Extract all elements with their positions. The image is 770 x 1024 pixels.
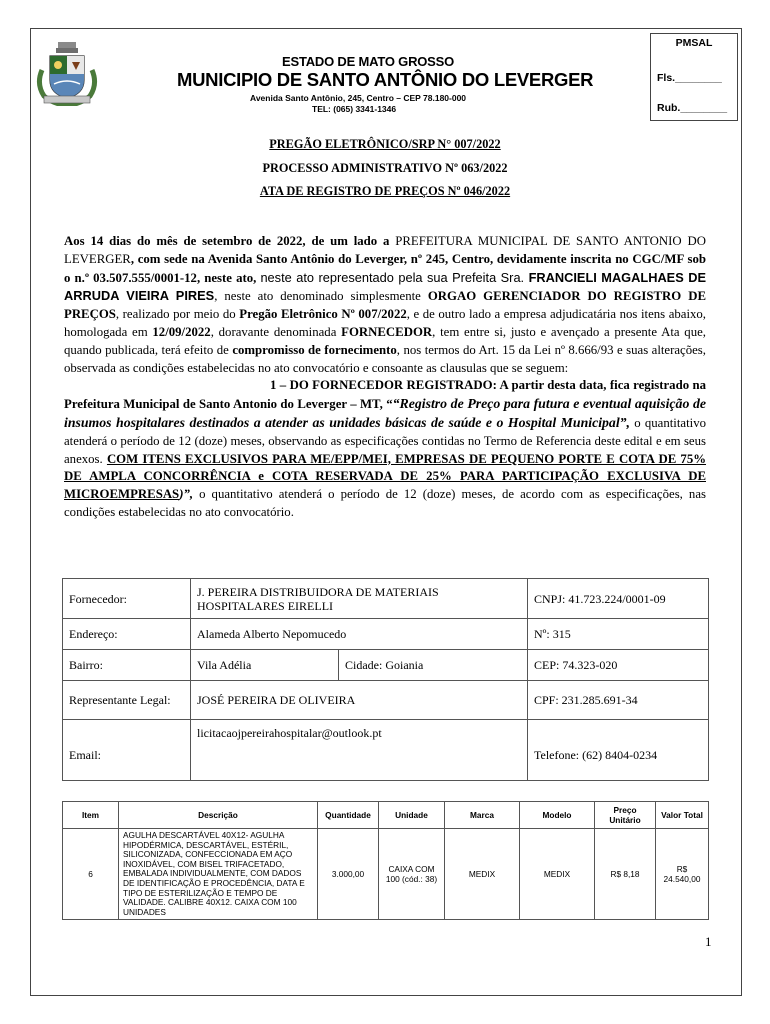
representante-label: Representante Legal:	[63, 681, 191, 720]
endereco-label: Endereço:	[63, 619, 191, 650]
header-unidade: Unidade	[379, 802, 445, 829]
bairro-label: Bairro:	[63, 650, 191, 681]
header-state: ESTADO DE MATO GROSSO	[282, 54, 455, 69]
cep-value: CEP: 74.323-020	[528, 650, 709, 681]
header-address: Avenida Santo Antônio, 245, Centro – CEP 78.180-000	[250, 93, 467, 103]
endereco-value: Alameda Alberto Nepomucedo	[191, 619, 528, 650]
table-header-row	[63, 802, 709, 829]
header-item: Item	[63, 802, 119, 829]
representante-value: JOSÉ PEREIRA DE OLIVEIRA	[191, 681, 528, 720]
clause-1-paragraph: 1 – DO FORNECEDOR REGISTRADO: A partir desta data, fica registrado na Prefeitura Municipal de Santo Antonio do Leverger – MT, ““Registro de Preço para futura e eventual aquisição de insumos hospitalares destinados a atender as unidades básicas de saúde e o Hospital Municipal”, o quantitativo atenderá o período de 12 (doze) meses, observando as especificações contidas no Termo de Referencia deste edital e em seus anexos. COM ITENS EXCLUSIVOS PARA ME/EPP/MEI, EMPRESAS DE PEQUENO PORTE E COTA DE 75% DE AMPLA CONCORRÊNCIA e COTA RESERVADA DE 25% PARA PARTICIPAÇÃO EXCLUSIVA DE MICROEMPRESAS)”, o quantitativo atenderá o período de 12 (doze) meses, de acordo com as especificações, nas condições estabelecidas no ato convocatório.	[64, 378, 707, 519]
cell-item: 6	[63, 829, 119, 920]
intro-paragraph: Aos 14 dias do mês de setembro de 2022, de um lado a PREFEITURA MUNICIPAL DE SANTO ANTONIO DO LEVERGER, com sede na Avenida Santo Antônio do Leverger, nº 245, Centro, devidamente inscrita no CGC/MF sob o n.º 03.507.555/0001-12, neste ato, neste ato representado pela sua Prefeita Sra. FRANCIELI MAGALHAES DE ARRUDA VIEIRA PIRES, neste ato denominado simplesmente ORGAO GERENCIADOR DO REGISTRO DE PREÇOS, realizado por meio do Pregão Eletrônico Nº 007/2022, e de outro lado a empresa adjudicatária nos itens abaixo, homologada em 12/09/2022, doravante denominada FORNECEDOR, tem entre si, justo e avençado a presente Ata que, quando publicada, terá efeito de compromisso de fornecimento, nos termos do Art. 15 da Lei nº 8.666/93 e suas alterações, observada as condições estabelecidas no ato convocatório e consoante as clausulas que se seguem:	[64, 234, 707, 375]
stamp-rub: Rub.________	[657, 102, 728, 114]
header-modelo: Modelo	[520, 802, 595, 829]
cpf-value: CPF: 231.285.691-34	[528, 681, 709, 720]
email-value: licitacaojpereirahospitalar@outlook.pt	[191, 720, 528, 781]
title-ata: ATA DE REGISTRO DE PREÇOS Nº 046/2022	[259, 184, 511, 198]
cnpj-value: CNPJ: 41.723.224/0001-09	[528, 579, 709, 619]
header-phone: TEL: (065) 3341-1346	[312, 104, 397, 114]
cell-unidade: CAIXA COM 100 (cód.: 38)	[379, 829, 445, 920]
telefone-value: Telefone: (62) 8404-0234	[528, 720, 709, 781]
header-valor-total: Valor Total	[656, 802, 709, 829]
bairro-value: Vila Adélia	[191, 650, 339, 681]
table-row	[63, 650, 709, 681]
email-label: Email:	[63, 720, 191, 781]
cidade-value: Cidade: Goiania	[339, 650, 528, 681]
header-quantidade: Quantidade	[318, 802, 379, 829]
table-row	[63, 619, 709, 650]
document-body	[64, 233, 706, 522]
table-row	[63, 681, 709, 720]
header-marca: Marca	[445, 802, 520, 829]
title-pregao: PREGÃO ELETRÔNICO/SRP N° 007/2022	[269, 137, 501, 151]
header-municipality: MUNICIPIO DE SANTO ANTÔNIO DO LEVERGER	[177, 69, 594, 90]
title-processo: PROCESSO ADMINISTRATIVO Nº 063/2022	[262, 161, 508, 175]
fornecedor-label: Fornecedor:	[63, 579, 191, 619]
stamp-title: PMSAL	[675, 37, 713, 49]
page-number: 1	[705, 934, 712, 949]
table-row	[63, 720, 709, 781]
municipal-coat-of-arms-icon	[36, 40, 98, 106]
supplier-table	[62, 578, 709, 781]
numero-value: Nº: 315	[528, 619, 709, 650]
cell-descricao: AGULHA DESCARTÁVEL 40X12- AGULHA HIPODÉRMICA, DESCARTÁVEL, ESTÉRIL, SILICONIZADA, CONFECCIONADA EM AÇO INOXIDÁVEL, COM BISEL TRIFACETADO, EMBALADA INDIVIDUALMENTE, COM DADOS DE IDENTIFICAÇÃO E PROCEDÊNCIA, DATA E TIPO DE ESTERILIZAÇÃO E TEMPO DE VALIDADE. CALIBRE 40X12. CAIXA COM 100 UNIDADES	[119, 829, 318, 920]
fornecedor-value: J. PEREIRA DISTRIBUIDORA DE MATERIAIS HOSPITALARES EIRELLI	[191, 579, 528, 619]
cell-quantidade: 3.000,00	[318, 829, 379, 920]
header-descricao: Descrição	[119, 802, 318, 829]
table-row	[63, 579, 709, 619]
cell-marca: MEDIX	[445, 829, 520, 920]
table-row	[63, 829, 709, 920]
cell-preco-unitario: R$ 8,18	[595, 829, 656, 920]
cell-valor-total: R$ 24.540,00	[656, 829, 709, 920]
protocol-stamp	[650, 33, 738, 121]
items-table	[62, 801, 709, 920]
stamp-fls: Fls.________	[657, 72, 722, 84]
header-preco-unitario: Preço Unitário	[595, 802, 656, 829]
cell-modelo: MEDIX	[520, 829, 595, 920]
